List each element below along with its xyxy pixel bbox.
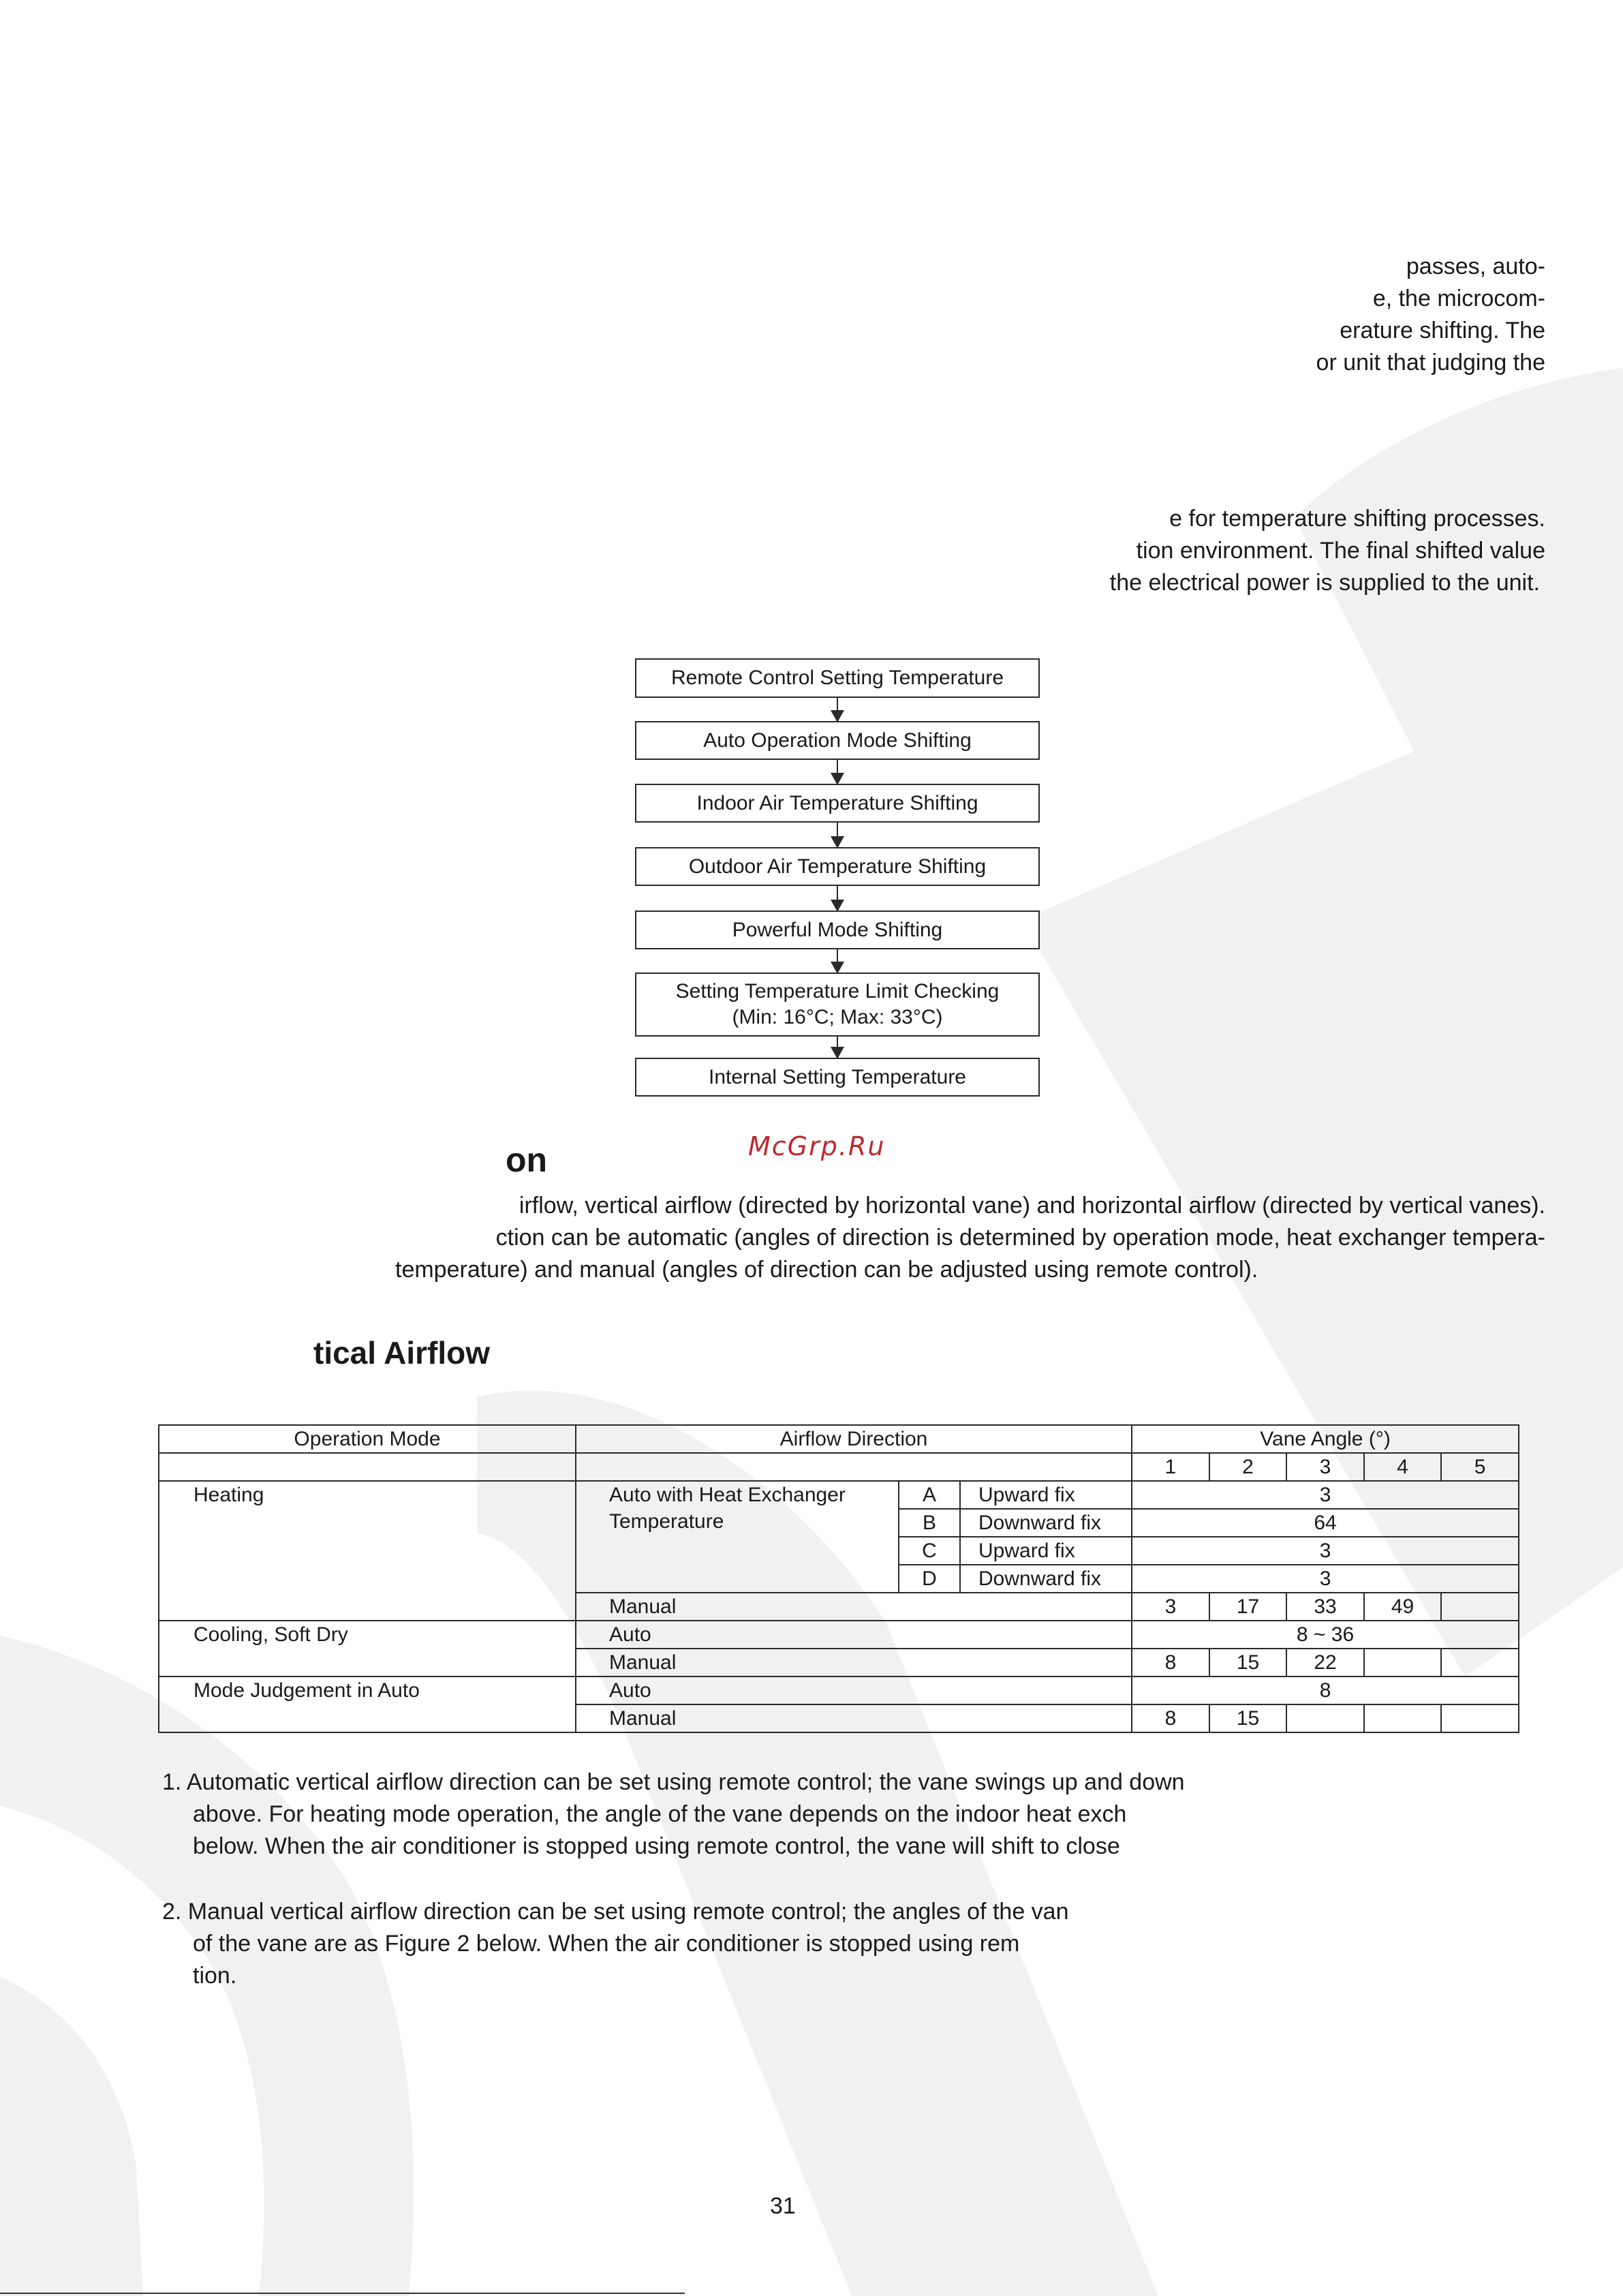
text-line: 2. Manual vertical airflow direction can be set using remote control; the angles of the van xyxy=(162,1899,1069,1925)
header-vane-angle: Vane Angle (°) xyxy=(1132,1425,1519,1453)
table-row xyxy=(159,1481,1519,1509)
text-line: erature shifting. The xyxy=(1340,318,1545,343)
value-cell: 3 xyxy=(1132,1537,1519,1565)
text-line: e for temperature shifting processes. xyxy=(1169,506,1545,532)
text-line: or unit that judging the xyxy=(1316,350,1545,376)
value-cell: 3 xyxy=(1132,1481,1519,1509)
text-line: the electrical power is supplied to the unit. xyxy=(1109,570,1540,596)
value-cell: 3 xyxy=(1132,1593,1209,1621)
site-watermark: McGrp.Ru xyxy=(748,1131,886,1161)
text-line: of the vane are as Figure 2 below. When the air conditioner is stopped using rem xyxy=(193,1931,1020,1957)
value-cell: 15 xyxy=(1209,1704,1286,1732)
subsection-heading: tical Airflow xyxy=(313,1335,490,1371)
mode-heating: Heating xyxy=(159,1481,576,1621)
table-row xyxy=(159,1453,1519,1481)
flow-step: Internal Setting Temperature xyxy=(635,1058,1040,1097)
mode-judgement-auto: Mode Judgement in Auto xyxy=(159,1677,576,1732)
flow-step: Setting Temperature Limit Checking (Min: 16°C; Max: 33°C) xyxy=(635,973,1040,1037)
table-row xyxy=(159,1621,1519,1649)
value-cell: 3 xyxy=(1132,1565,1519,1593)
judgement-auto-label: Auto xyxy=(576,1677,1132,1704)
header-airflow-direction: Airflow Direction xyxy=(576,1425,1132,1453)
intro-paragraph xyxy=(886,251,1545,379)
flow-step: Auto Operation Mode Shifting xyxy=(635,721,1040,760)
desc-cell: Downward fix xyxy=(960,1509,1132,1537)
value-cell: 8 xyxy=(1132,1704,1209,1732)
desc-cell: Upward fix xyxy=(960,1537,1132,1565)
shifting-paragraph xyxy=(886,503,1545,599)
mode-cooling: Cooling, Soft Dry xyxy=(159,1621,576,1677)
text-line: irflow, vertical airflow (directed by horizontal vane) and horizontal airflow (directed by vertical vanes). xyxy=(519,1193,1545,1219)
value-cell: 8 ~ 36 xyxy=(1132,1621,1519,1649)
section-heading: on xyxy=(506,1141,548,1179)
vane-number: 2 xyxy=(1209,1453,1286,1481)
airflow-paragraph xyxy=(395,1190,1545,1286)
vane-number: 4 xyxy=(1364,1453,1441,1481)
value-cell: 49 xyxy=(1364,1593,1441,1621)
value-cell xyxy=(1364,1649,1441,1677)
value-cell: 33 xyxy=(1286,1593,1364,1621)
text-line: e, the microcom- xyxy=(1372,286,1545,311)
flow-step: Powerful Mode Shifting xyxy=(635,910,1040,949)
value-cell xyxy=(1441,1649,1519,1677)
note-2 xyxy=(162,1896,1069,1992)
heating-manual-label: Manual xyxy=(576,1593,1132,1621)
text-line: tion. xyxy=(193,1963,237,1989)
value-cell: 8 xyxy=(1132,1677,1519,1704)
page-number: 31 xyxy=(770,2193,796,2219)
flow-step: Indoor Air Temperature Shifting xyxy=(635,784,1040,823)
vane-number: 3 xyxy=(1286,1453,1364,1481)
footer-divider xyxy=(0,2293,685,2294)
header-operation-mode: Operation Mode xyxy=(159,1425,576,1453)
flow-step: Outdoor Air Temperature Shifting xyxy=(635,847,1040,886)
code-cell: B xyxy=(899,1509,960,1537)
note-1 xyxy=(162,1766,1185,1863)
code-cell: C xyxy=(899,1537,960,1565)
judgement-manual-label: Manual xyxy=(576,1704,1132,1732)
text-line: below. When the air conditioner is stopped using remote control, the vane will shift to close xyxy=(193,1833,1120,1859)
text-line: above. For heating mode operation, the angle of the vane depends on the indoor heat exch xyxy=(193,1801,1127,1827)
value-cell xyxy=(1441,1704,1519,1732)
value-cell: 22 xyxy=(1286,1649,1364,1677)
table-header-row xyxy=(159,1425,1519,1453)
code-cell: D xyxy=(899,1565,960,1593)
desc-cell: Downward fix xyxy=(960,1565,1132,1593)
heating-auto-label: Auto with Heat Exchanger Temperature xyxy=(576,1481,899,1593)
cooling-manual-label: Manual xyxy=(576,1649,1132,1677)
text-line: temperature) and manual (angles of direction can be adjusted using remote control). xyxy=(395,1257,1258,1283)
vane-number: 1 xyxy=(1132,1453,1209,1481)
value-cell xyxy=(1441,1593,1519,1621)
value-cell: 15 xyxy=(1209,1649,1286,1677)
desc-cell: Upward fix xyxy=(960,1481,1132,1509)
text-line: 1. Automatic vertical airflow direction can be set using remote control; the vane swings up and down xyxy=(162,1769,1185,1795)
value-cell: 8 xyxy=(1132,1649,1209,1677)
value-cell xyxy=(1286,1704,1364,1732)
code-cell: A xyxy=(899,1481,960,1509)
text-line: ction can be automatic (angles of direction is determined by operation mode, heat exchanger tempera- xyxy=(495,1225,1545,1251)
vane-angle-table xyxy=(158,1424,1519,1733)
cooling-auto-label: Auto xyxy=(576,1621,1132,1649)
value-cell xyxy=(1364,1704,1441,1732)
value-cell: 64 xyxy=(1132,1509,1519,1537)
value-cell: 17 xyxy=(1209,1593,1286,1621)
text-line: tion environment. The final shifted value xyxy=(1136,538,1545,564)
flow-step: Remote Control Setting Temperature xyxy=(635,658,1040,698)
vane-number: 5 xyxy=(1441,1453,1519,1481)
text-line: passes, auto- xyxy=(1406,254,1545,279)
table-row xyxy=(159,1677,1519,1704)
